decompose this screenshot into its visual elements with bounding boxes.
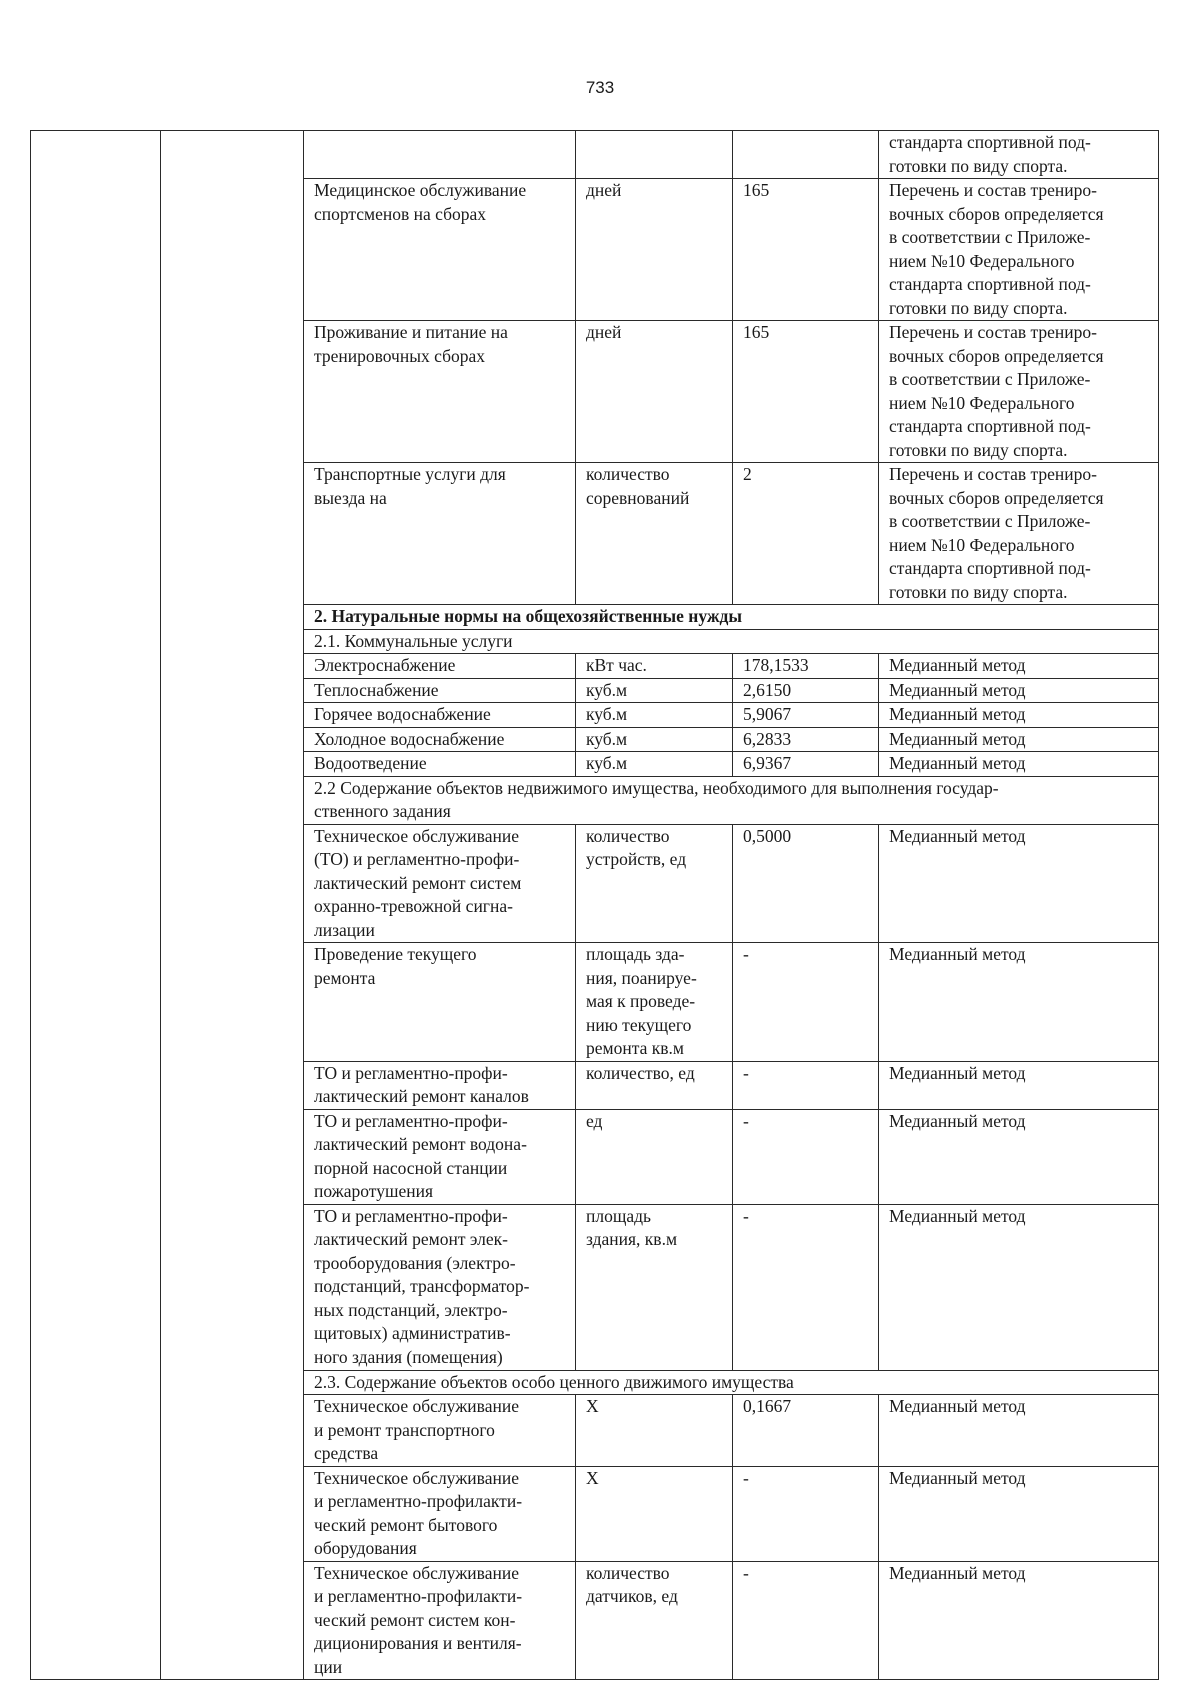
item-name-cell: ТО и регламентно-профи- лактический ремонт каналов <box>304 1061 576 1109</box>
value-cell: 165 <box>733 179 879 321</box>
note-cell: Медианный метод <box>879 1466 1159 1561</box>
unit-cell: кВт час. <box>576 654 733 679</box>
item-name-cell: ТО и регламентно-профи- лактический ремонт элек- трооборудования (электро- подстанций, трансформатор- ных подстанций, электро- щитовых) административ- ного здания (помещения) <box>304 1204 576 1370</box>
unit-cell: куб.м <box>576 703 733 728</box>
note-cell: Медианный метод <box>879 727 1159 752</box>
value-cell: - <box>733 943 879 1062</box>
unit-cell: дней <box>576 179 733 321</box>
item-name-cell <box>304 131 576 179</box>
unit-cell: площадь здания, кв.м <box>576 1204 733 1370</box>
item-name-cell: Водоотведение <box>304 752 576 777</box>
note-cell: Медианный метод <box>879 943 1159 1062</box>
unit-cell: Х <box>576 1466 733 1561</box>
value-cell: 0,1667 <box>733 1395 879 1467</box>
item-name-cell: Транспортные услуги для выезда на <box>304 463 576 605</box>
unit-cell: количество соревнований <box>576 463 733 605</box>
value-cell: - <box>733 1561 879 1680</box>
value-cell: - <box>733 1204 879 1370</box>
note-cell: Медианный метод <box>879 1204 1159 1370</box>
value-cell: - <box>733 1466 879 1561</box>
note-cell: Медианный метод <box>879 1395 1159 1467</box>
item-name-cell: Медицинское обслуживание спортсменов на сборах <box>304 179 576 321</box>
gutter-column-2 <box>161 131 304 1680</box>
note-cell: Перечень и состав трениро- вочных сборов определяется в соответствии с Приложе- нием №10 Федерального стандарта спортивной под- готовки по виду спорта. <box>879 321 1159 463</box>
value-cell: 5,9067 <box>733 703 879 728</box>
note-cell: Медианный метод <box>879 654 1159 679</box>
item-name-cell: ТО и регламентно-профи- лактический ремонт водона- порной насосной станции пожаротушения <box>304 1109 576 1204</box>
unit-cell: куб.м <box>576 727 733 752</box>
note-cell: Медианный метод <box>879 824 1159 943</box>
table-row <box>31 131 1159 179</box>
value-cell: - <box>733 1109 879 1204</box>
item-name-cell: Техническое обслуживание и регламентно-профилакти- ческий ремонт систем кон- диционирования и вентиля- ции <box>304 1561 576 1680</box>
unit-cell: куб.м <box>576 752 733 777</box>
norms-table <box>30 130 1159 1680</box>
item-name-cell: Электроснабжение <box>304 654 576 679</box>
section-2-title: 2. Натуральные нормы на общехозяйственные нужды <box>304 605 1159 630</box>
unit-cell: количество, ед <box>576 1061 733 1109</box>
section-2-3-title: 2.3. Содержание объектов особо ценного движимого имущества <box>304 1370 1159 1395</box>
value-cell: 6,2833 <box>733 727 879 752</box>
value-cell: 2,6150 <box>733 678 879 703</box>
section-2-2-title: 2.2 Содержание объектов недвижимого имущества, необходимого для выполнения государ- ственного задания <box>304 776 1159 824</box>
page-number: 733 <box>585 78 615 97</box>
item-name-cell: Техническое обслуживание и ремонт транспортного средства <box>304 1395 576 1467</box>
unit-cell: площадь зда- ния, поанируе- мая к проведе- нию текущего ремонта кв.м <box>576 943 733 1062</box>
item-name-cell: Проживание и питание на тренировочных сборах <box>304 321 576 463</box>
value-cell: 2 <box>733 463 879 605</box>
note-cell: Медианный метод <box>879 752 1159 777</box>
note-cell: Медианный метод <box>879 1061 1159 1109</box>
gutter-column-1 <box>31 131 161 1680</box>
item-name-cell: Техническое обслуживание (ТО) и регламентно-профи- лактический ремонт систем охранно-тревожной сигна- лизации <box>304 824 576 943</box>
item-name-cell: Горячее водоснабжение <box>304 703 576 728</box>
item-name-cell: Теплоснабжение <box>304 678 576 703</box>
value-cell: 178,1533 <box>733 654 879 679</box>
note-cell: Перечень и состав трениро- вочных сборов определяется в соответствии с Приложе- нием №10 Федерального стандарта спортивной под- готовки по виду спорта. <box>879 179 1159 321</box>
value-cell: 6,9367 <box>733 752 879 777</box>
section-2-1-title: 2.1. Коммунальные услуги <box>304 629 1159 654</box>
unit-cell: куб.м <box>576 678 733 703</box>
value-cell: 0,5000 <box>733 824 879 943</box>
note-cell: Медианный метод <box>879 678 1159 703</box>
note-cell: Перечень и состав трениро- вочных сборов определяется в соответствии с Приложе- нием №10 Федерального стандарта спортивной под- готовки по виду спорта. <box>879 463 1159 605</box>
note-cell: Медианный метод <box>879 1561 1159 1680</box>
unit-cell: количество устройств, ед <box>576 824 733 943</box>
value-cell: - <box>733 1061 879 1109</box>
unit-cell: ед <box>576 1109 733 1204</box>
note-cell: Медианный метод <box>879 1109 1159 1204</box>
value-cell: 165 <box>733 321 879 463</box>
unit-cell: количество датчиков, ед <box>576 1561 733 1680</box>
unit-cell: Х <box>576 1395 733 1467</box>
unit-cell: дней <box>576 321 733 463</box>
note-cell: стандарта спортивной под- готовки по виду спорта. <box>879 131 1159 179</box>
note-cell: Медианный метод <box>879 703 1159 728</box>
item-name-cell: Техническое обслуживание и регламентно-профилакти- ческий ремонт бытового оборудования <box>304 1466 576 1561</box>
value-cell <box>733 131 879 179</box>
item-name-cell: Проведение текущего ремонта <box>304 943 576 1062</box>
unit-cell <box>576 131 733 179</box>
item-name-cell: Холодное водоснабжение <box>304 727 576 752</box>
